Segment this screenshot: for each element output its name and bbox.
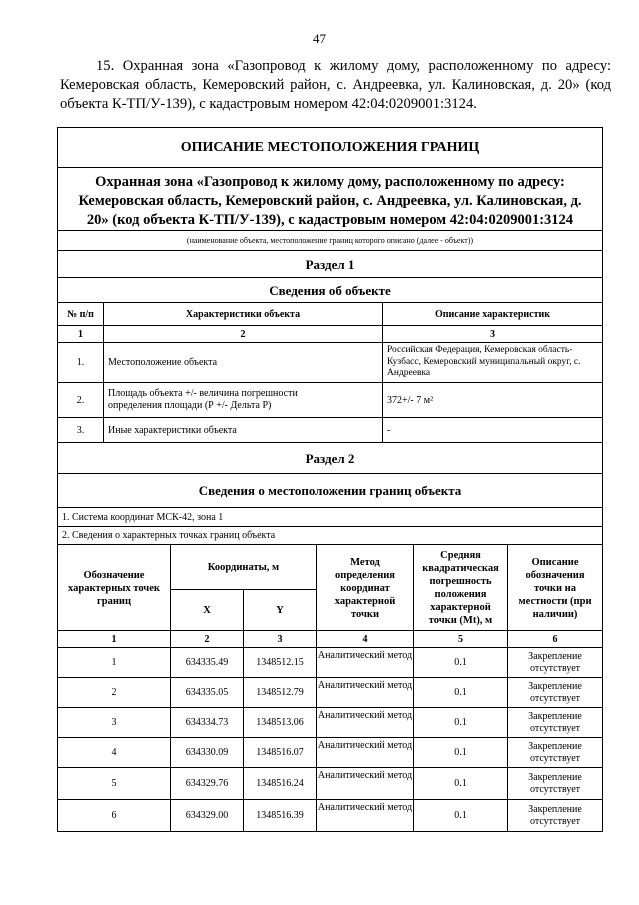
table-row [58,343,602,383]
point-x: 634330.09 [171,738,244,767]
document-title: ОПИСАНИЕ МЕСТОПОЛОЖЕНИЯ ГРАНИЦ [58,128,602,168]
col-number: 1 [58,326,104,342]
point-mt: 0.1 [414,800,508,831]
section2-title: Сведения о местоположении границ объекта [58,474,602,508]
point-mt: 0.1 [414,708,508,737]
point-description: Закрепление отсутствует [528,771,582,795]
boundary-description-table [57,127,603,832]
col-header-characteristic: Характеристики объекта [104,303,383,325]
point-y: 1348512.15 [244,648,317,677]
point-y: 1348513.06 [244,708,317,737]
point-description: Закрепление отсутствует [528,650,582,674]
col-header-num: № п/п [58,303,104,325]
row-number: 3. [58,418,104,442]
point-id: 5 [58,768,171,799]
section1-header-row [58,303,602,326]
point-description: Закрепление отсутствует [528,710,582,734]
characteristic-name: Местоположение объекта [104,343,383,382]
point-id: 4 [58,738,171,767]
point-y: 1348516.24 [244,768,317,799]
table-row [58,768,602,800]
points-title: 2. Сведения о характерных точках границ объекта [58,527,602,545]
point-x: 634329.00 [171,800,244,831]
intro-text: 15. Охранная зона «Газопровод к жилому дому, расположенному по адресу: Кемеровская область, Кемеровский район, с. Андреевка, ул. Калиновская, д. 20» (код объекта К-ТП/У-139), с кадастровым номером 42:04:0209001:3124. [60,58,611,112]
col-number: 3 [490,328,495,340]
point-mt: 0.1 [414,738,508,767]
row-number: 2. [58,383,104,417]
characteristic-value: Российская Федерация, Кемеровская область-Кузбасс, Кемеровский муниципальный округ, с. Андреевка [387,345,581,379]
page-number: 47 [313,31,326,46]
point-id: 3 [58,708,171,737]
col-number: 1 [58,631,171,647]
table-row [58,800,602,831]
point-id: 2 [58,678,171,707]
characteristic-name: Иные характеристики объекта [104,418,383,442]
header-method: Метод определения координат характерной точки [317,545,414,631]
col-number: 6 [552,633,558,645]
point-description: Закрепление отсутствует [528,680,582,704]
point-description: Закрепление отсутствует [528,803,582,827]
point-method: Аналитический метод [317,648,414,677]
point-y: 1348516.07 [244,738,317,767]
point-description: Закрепление отсутствует [528,740,582,764]
section2-colnum-row [58,631,602,648]
header-description: Описание обозначения точки на местности (при наличии) [518,556,592,620]
header-coords: Координаты, м [171,545,317,590]
object-note: (наименование объекта, местоположение границ которого описано (далее - объект)) [58,231,602,251]
table-row [58,418,602,443]
point-method: Аналитический метод [317,678,414,707]
object-name: Охранная зона «Газопровод к жилому дому, расположенному по адресу: Кемеровская область, Кемеровский район, с. Андреевка, ул. Калиновская, д. 20» (код объекта К-ТП/У-139), с кадастровым номером 42:04:0209001:3124 [58,168,602,231]
point-id: 6 [58,800,171,831]
point-method: Аналитический метод [317,738,414,767]
col-number: 3 [244,631,317,647]
section2-label: Раздел 2 [58,443,602,474]
characteristic-name: Площадь объекта +/- величина погрешности определения площади (Р +/- Дельта Р) [104,383,383,417]
intro-paragraph [60,57,611,114]
point-method: Аналитический метод [317,800,414,831]
header-point: Обозначение характерных точек границ [58,545,171,631]
point-method: Аналитический метод [317,768,414,799]
col-number: 2 [104,326,383,342]
table-row [58,708,602,738]
col-number: 5 [414,631,508,647]
point-mt: 0.1 [414,678,508,707]
point-x: 634334.73 [171,708,244,737]
coordinate-system: 1. Система координат МСК-42, зона 1 [58,508,602,527]
characteristic-value: 372+/- 7 м² [387,394,434,406]
characteristic-value: - [387,424,391,436]
col-number: 2 [171,631,244,647]
point-x: 634335.05 [171,678,244,707]
table-row [58,383,602,418]
col-header-description: Описание характеристик [434,308,551,320]
section1-label: Раздел 1 [58,251,602,278]
section1-title: Сведения об объекте [58,278,602,303]
point-y: 1348512.79 [244,678,317,707]
point-id: 1 [58,648,171,677]
table-row [58,678,602,708]
row-number: 1. [58,343,104,382]
table-row [58,738,602,768]
section2-header [58,545,602,631]
point-x: 634329.76 [171,768,244,799]
table-row [58,648,602,678]
col-number: 4 [317,631,414,647]
point-x: 634335.49 [171,648,244,677]
point-mt: 0.1 [414,768,508,799]
point-mt: 0.1 [414,648,508,677]
point-y: 1348516.39 [244,800,317,831]
point-method: Аналитический метод [317,708,414,737]
header-accuracy: Средняя квадратическая погрешность положения характерной точки (Mt), м [414,545,508,631]
header-x: X [171,590,244,631]
section1-colnum-row [58,326,602,343]
header-y: Y [244,590,317,631]
